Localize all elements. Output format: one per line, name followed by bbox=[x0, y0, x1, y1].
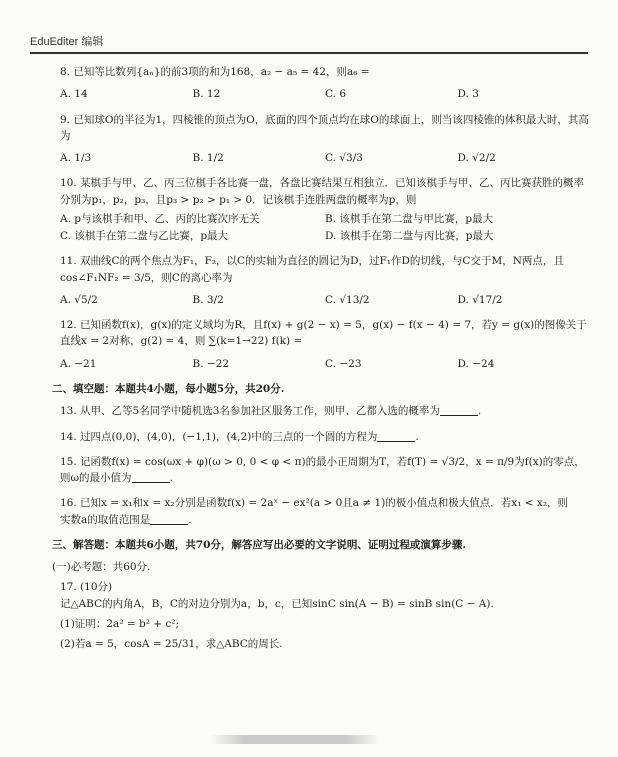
options-row bbox=[60, 292, 590, 308]
question-stem: 14. 过四点(0,0)，(4,0)，(−1,1)，(4,2)中的三点的一个圆的方程为 bbox=[60, 430, 378, 443]
options-row bbox=[60, 356, 590, 372]
question-stem: 12. 已知函数f(x)，g(x)的定义域均为R，且f(x) + g(2 − x) = 5，g(x) − f(x − 4) = 7，若y = g(x)的图像关于直线x = 2对称，g(2) = 4，则 ∑(k=1→22) f(k) = bbox=[60, 319, 587, 348]
question-stem: 9. 已知球O的半径为1，四棱锥的顶点为O，底面的四个顶点均在球O的球面上，则当该四棱锥的体积最大时，其高为 bbox=[60, 113, 589, 142]
option-a: A. 14 bbox=[60, 88, 88, 101]
exam-content bbox=[52, 64, 590, 661]
question-stem-cont: 则ω的最小值为 bbox=[60, 472, 132, 485]
option-b: B. 3/2 bbox=[192, 293, 224, 306]
question-12 bbox=[60, 317, 590, 372]
question-14: 14. 过四点(0,0)，(4,0)，(−1,1)，(4,2)中的三点的一个圆的方程为 . bbox=[60, 430, 419, 443]
option-b: B. −22 bbox=[192, 357, 230, 370]
answer-blank bbox=[377, 431, 415, 442]
question-stem-cont: 实数a的取值范围是 bbox=[60, 513, 151, 526]
blurred-watermark bbox=[210, 735, 380, 744]
page-header: EduEditer 编辑 bbox=[30, 33, 588, 54]
option-c: C. √13/2 bbox=[325, 293, 370, 306]
question-part-1: (1)证明：2a² = b² + c²; bbox=[60, 617, 180, 630]
question-head: 17. (10分) bbox=[60, 581, 113, 594]
question-stem: 15. 记函数f(x) = cos(ωx + φ)(ω > 0, 0 < φ < π)的最小正周期为T，若f(T) = √3/2，x = π/9为f(x)的零点， bbox=[60, 455, 585, 468]
question-stem: 10. 某棋手与甲、乙、丙三位棋手各比赛一盘，各盘比赛结果互相独立．已知该棋手与甲、乙、丙比赛获胜的概率分别为p₁，p₂，p₃，且p₃ > p₂ > p₁ > 0．记该棋手连胜两盘的概率为p，则 bbox=[60, 177, 585, 206]
option-c: C. 6 bbox=[325, 88, 347, 101]
required-subsection: (一)必考题：共60分. bbox=[52, 561, 151, 574]
question-15: 15. 记函数f(x) = cos(ωx + φ)(ω > 0, 0 < φ < π)的最小正周期为T，若f(T) = √3/2，x = π/9为f(x)的零点， 则ω的最小值为 . bbox=[60, 454, 590, 487]
section-3-title: 三、解答题：本题共6小题，共70分，解答应写出必要的文字说明、证明过程或演算步骤. bbox=[52, 538, 467, 551]
option-a: A. 1/3 bbox=[60, 152, 92, 165]
question-8 bbox=[60, 64, 590, 103]
option-d: D. √2/2 bbox=[457, 152, 496, 165]
question-stem: 11. 双曲线C的两个焦点为F₁，F₂，以C的实轴为直径的圆记为D，过F₁作D的切线，与C交于M，N两点，且cos∠F₁NF₂ = 3/5，则C的离心率为 bbox=[60, 255, 564, 284]
option-a: A. −21 bbox=[60, 357, 97, 370]
option-b: B. 12 bbox=[192, 88, 221, 101]
answer-blank bbox=[150, 514, 188, 525]
option-c: C. 该棋手在第二盘与乙比赛，p最大 bbox=[60, 230, 229, 243]
option-d: D. √17/2 bbox=[457, 293, 503, 306]
option-a: A. p与该棋手和甲、乙、丙的比赛次序无关 bbox=[60, 212, 260, 225]
option-d: D. 3 bbox=[457, 88, 479, 101]
question-stem: 13. 从甲、乙等5名同学中随机选3名参加社区服务工作，则甲、乙都入选的概率为 bbox=[60, 405, 440, 418]
options-grid bbox=[60, 211, 590, 245]
section-2-title: 二、填空题：本题共4小题，每小题5分，共20分. bbox=[52, 382, 285, 395]
question-stem: 16. 已知x = x₁和x = x₂分别是函数f(x) = 2aˣ − ex²(a > 0且a ≠ 1)的极小值点和极大值点．若x₁ < x₂，则 bbox=[60, 497, 569, 510]
option-b: B. 1/2 bbox=[192, 152, 224, 165]
option-c: C. √3/3 bbox=[325, 152, 363, 165]
option-b: B. 该棋手在第二盘与甲比赛，p最大 bbox=[325, 212, 494, 225]
option-d: D. 该棋手在第二盘与丙比赛，p最大 bbox=[325, 230, 494, 243]
answer-blank bbox=[132, 472, 170, 483]
question-16: 16. 已知x = x₁和x = x₂分别是函数f(x) = 2aˣ − ex²(a > 0且a ≠ 1)的极小值点和极大值点．若x₁ < x₂，则 实数a的取值范围是 . bbox=[60, 495, 590, 528]
option-a: A. √5/2 bbox=[60, 293, 98, 306]
question-17 bbox=[60, 579, 590, 652]
options-row bbox=[60, 86, 590, 102]
question-13: 13. 从甲、乙等5名同学中随机选3名参加社区服务工作，则甲、乙都入选的概率为 . bbox=[60, 405, 482, 418]
option-c: C. −23 bbox=[325, 357, 362, 370]
option-d: D. −24 bbox=[457, 357, 495, 370]
answer-blank bbox=[440, 405, 478, 416]
question-stem: 8. 已知等比数列{aₙ}的前3项的和为168，a₂ − a₅ = 42，则a₆ = bbox=[60, 66, 370, 78]
question-11 bbox=[60, 253, 590, 308]
question-part-2: (2)若a = 5，cosA = 25/31，求△ABC的周长. bbox=[60, 638, 283, 651]
options-row bbox=[60, 150, 590, 166]
question-10 bbox=[60, 175, 590, 244]
question-stem: 记△ABC的内角A，B，C的对边分别为a，b，c，已知sinC sin(A − B) = sinB sin(C − A). bbox=[60, 597, 494, 610]
question-9 bbox=[60, 112, 590, 167]
